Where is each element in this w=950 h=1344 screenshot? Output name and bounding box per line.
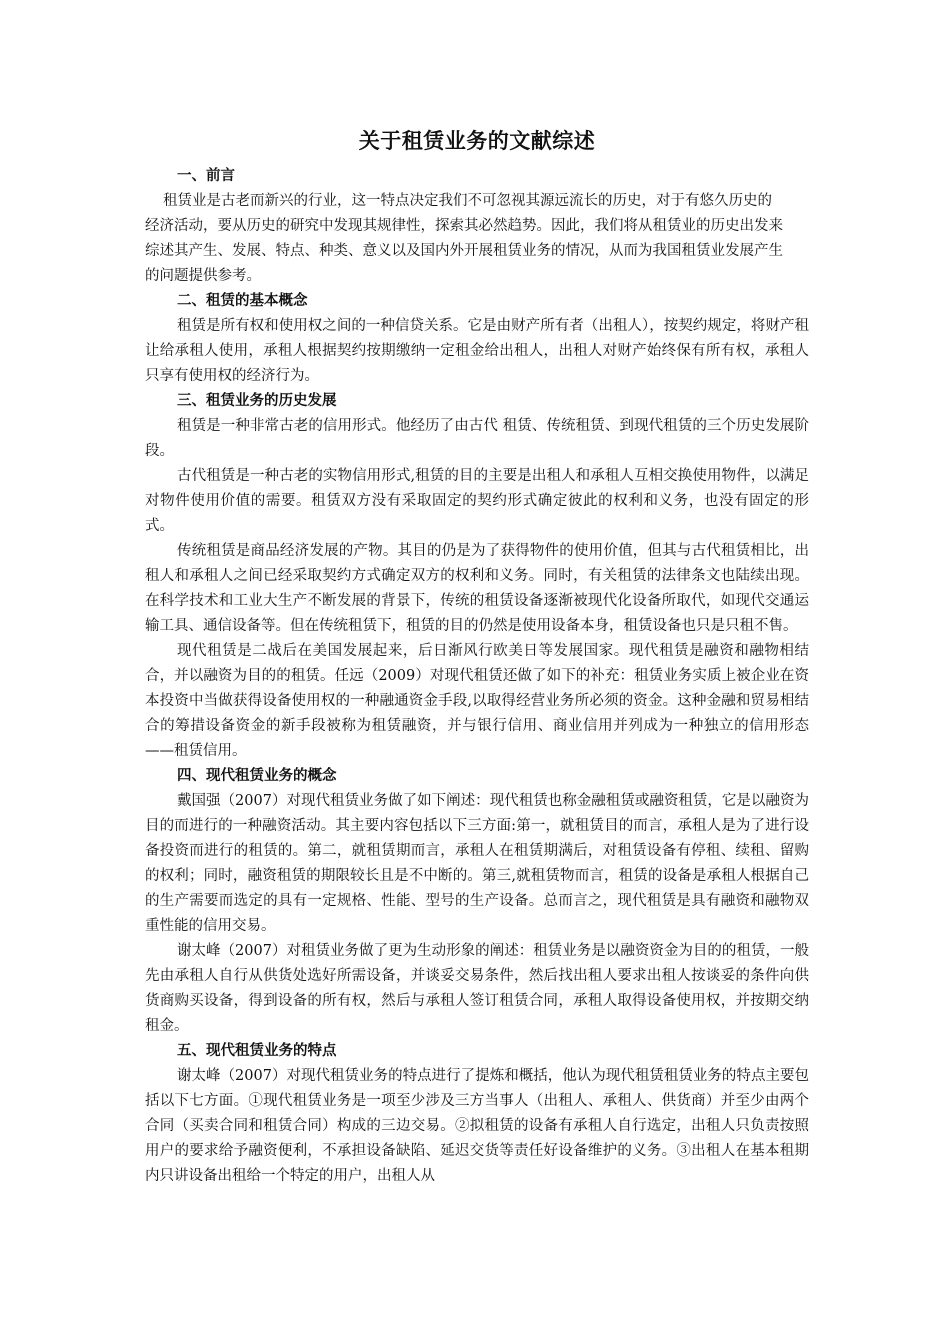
paragraph: 谢太峰（2007）对租赁业务做了更为生动形象的阐述：租赁业务是以融资资金为目的的租赁，一般先由承租人自行从供货处选好所需设备，并谈妥交易条件，然后找出租人要求出租人按谈妥的条件向供货商购买设备，得到设备的所有权，然后与承租人签订租赁合同，承租人取得设备使用权，并按期交纳租金。	[145, 943, 809, 1034]
section-heading: 一、前言	[177, 168, 235, 184]
section-preface	[145, 164, 809, 289]
paragraph: 租赁是所有权和使用权之间的一种信贷关系。它是由财产所有者（出租人），按契约规定，将财产租让给承租人使用，承租人根据契约按期缴纳一定租金给出租人，出租人对财产始终保有所有权，承租人只享有使用权的经济行为。	[145, 318, 809, 384]
paragraph: 戴国强（2007）对现代租赁业务做了如下阐述：现代租赁也称金融租赁或融资租赁，它是以融资为目的而进行的一种融资活动。其主要内容包括以下三方面:第一，就租赁目的而言，承租人是为了进行设备投资而进行的租赁的。第二，就租赁期而言，承租人在租赁期满后，对租赁设备有停租、续租、留购的权利；同时，融资租赁的期限较长且是不中断的。第三,就租赁物而言，租赁的设备是承租人根据自己的生产需要而选定的具有一定规格、性能、型号的生产设备。总而言之，现代租赁是具有融资和融物双重性能的信用交易。	[145, 793, 809, 934]
paragraph: 谢太峰（2007）对现代租赁业务的特点进行了提炼和概括，他认为现代租赁租赁业务的特点主要包括以下七方面。①现代租赁业务是一项至少涉及三方当事人（出租人、承租人、供货商）并至少由两个合同（买卖合同和租赁合同）构成的三边交易。②拟租赁的设备有承租人自行选定，出租人只负责按照用户的要求给予融资便利，不承担设备缺陷、延迟交货等责任好设备维护的义务。③出租人在基本租期内只讲设备出租给一个特定的用户，出租人从	[145, 1068, 809, 1184]
section-modern-features	[145, 1039, 809, 1189]
paragraph: 租赁是一种非常古老的信用形式。他经历了由古代 租赁、传统租赁、到现代租赁的三个历史发展阶段。	[145, 418, 809, 459]
section-modern-concept	[145, 764, 809, 1039]
paragraph: 租赁业是古老而新兴的行业，这一特点决定我们不可忽视其源远流长的历史，对于有悠久历史的经济活动，要从历史的研究中发现其规律性，探索其必然趋势。因此，我们将从租赁业的历史出发来综述其产生、发展、特点、种类、意义以及国内外开展租赁业务的情况，从而为我国租赁业发展产生的问题提供参考。	[145, 193, 783, 284]
section-heading: 四、现代租赁业务的概念	[177, 768, 337, 784]
paragraph: 古代租赁是一种古老的实物信用形式,租赁的目的主要是出租人和承租人互相交换使用物件，以满足对物件使用价值的需要。租赁双方没有采取固定的契约形式确定彼此的权利和义务，也没有固定的形式。	[145, 468, 809, 534]
document-title: 关于租赁业务的文献综述	[358, 129, 596, 153]
section-history	[145, 389, 809, 764]
paragraph: 传统租赁是商品经济发展的产物。其目的仍是为了获得物件的使用价值，但其与古代租赁相比，出租人和承租人之间已经采取契约方式确定双方的权利和义务。同时，有关租赁的法律条文也陆续出现。在科学技术和工业大生产不断发展的背景下，传统的租赁设备逐渐被现代化设备所取代，如现代交通运输工具、通信设备等。但在传统租赁下，租赁的目的仍然是使用设备本身，租赁设备也只是只租不售。	[145, 543, 809, 634]
paragraph: 现代租赁是二战后在美国发展起来，后日渐风行欧美日等发展国家。现代租赁是融资和融物相结合，并以融资为目的的租赁。任远（2009）对现代租赁还做了如下的补充：租赁业务实质上被企业在资本投资中当做获得设备使用权的一种融通资金手段,以取得经营业务所必须的资金。这种金融和贸易相结合的筹措设备资金的新手段被称为租赁融资，并与银行信用、商业信用并列成为一种独立的信用形态——租赁信用。	[145, 643, 809, 759]
section-basic-concept	[145, 289, 809, 389]
section-heading: 二、租赁的基本概念	[177, 293, 308, 309]
section-heading: 五、现代租赁业务的特点	[177, 1043, 337, 1059]
document-page	[145, 126, 809, 1189]
section-heading: 三、租赁业务的历史发展	[177, 393, 337, 409]
